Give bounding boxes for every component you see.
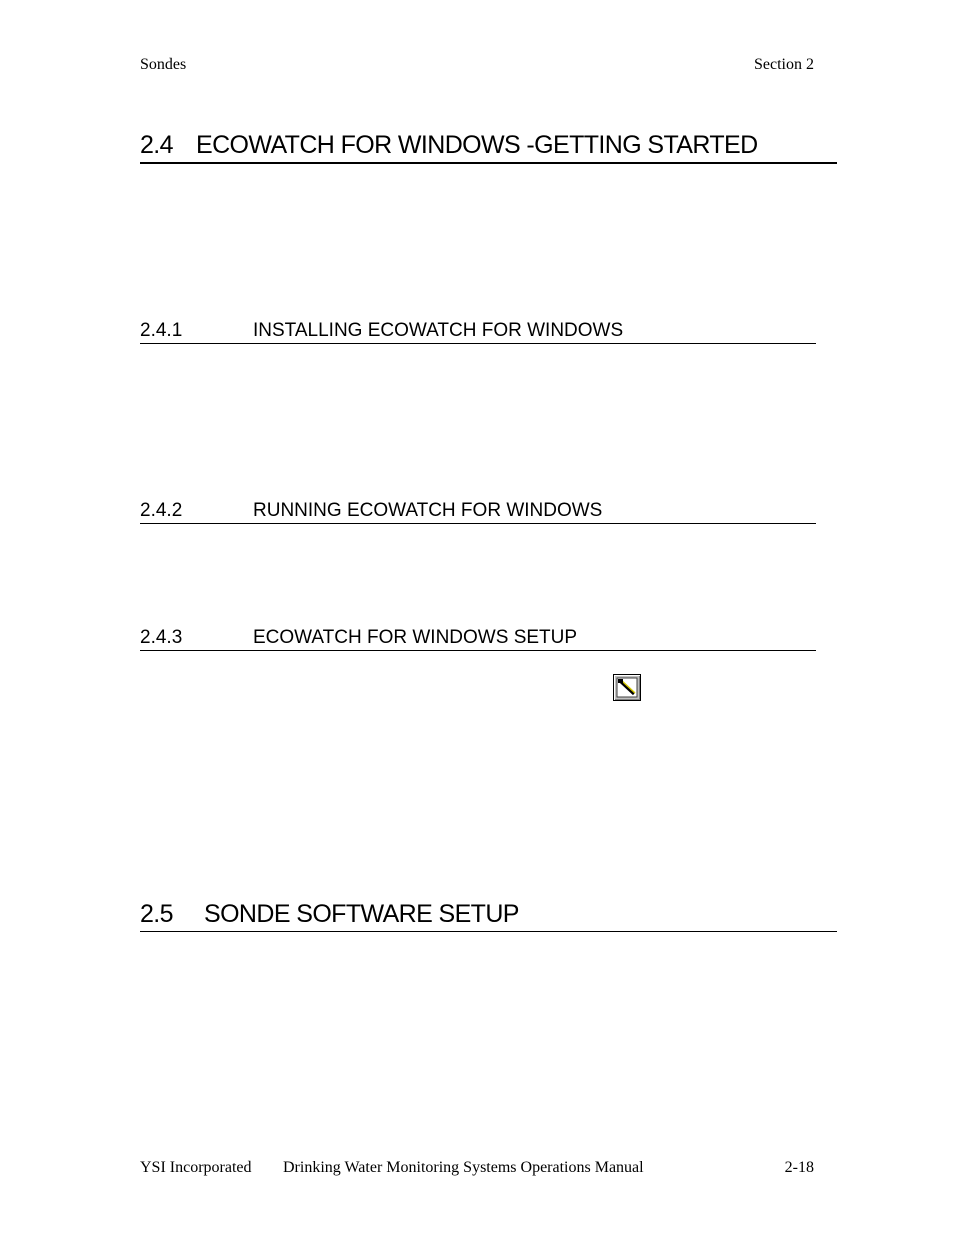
section-number: 2.5	[140, 900, 173, 928]
section-heading-2-5	[140, 900, 837, 932]
subsection-title: RUNNING ECOWATCH FOR WINDOWS	[253, 500, 603, 521]
section-title: SONDE SOFTWARE SETUP	[204, 900, 519, 928]
subsection-title: ECOWATCH FOR WINDOWS SETUP	[253, 627, 578, 648]
section-title: ECOWATCH FOR WINDOWS -GETTING STARTED	[196, 131, 758, 159]
footer-company: YSI Incorporated	[140, 1159, 252, 1176]
subsection-title: INSTALLING ECOWATCH FOR WINDOWS	[253, 320, 624, 341]
setup-wrench-icon[interactable]	[613, 674, 641, 701]
section-heading-2-4	[140, 131, 837, 164]
section-number: 2.4	[140, 131, 173, 159]
footer-manual-title: Drinking Water Monitoring Systems Operations Manual	[283, 1159, 644, 1176]
subsection-number: 2.4.2	[140, 500, 183, 521]
running-header-right: Section 2	[754, 56, 814, 73]
wrench-glyph-icon	[614, 675, 640, 700]
subsection-heading-2-4-3	[140, 627, 816, 651]
subsection-heading-2-4-2	[140, 500, 816, 524]
subsection-heading-2-4-1	[140, 320, 816, 344]
running-header-left: Sondes	[140, 56, 187, 73]
footer-page-number: 2-18	[784, 1159, 814, 1176]
subsection-number: 2.4.3	[140, 627, 183, 648]
subsection-number: 2.4.1	[140, 320, 183, 341]
